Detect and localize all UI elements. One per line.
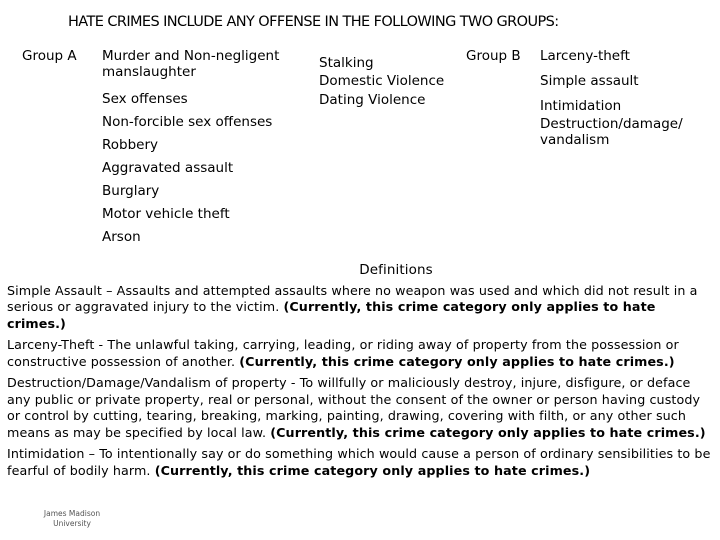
definition-note: (Currently, this crime category only applies to hate crimes.) xyxy=(154,462,591,478)
definition-paragraph xyxy=(7,375,715,441)
list-item: Stalking xyxy=(319,55,374,71)
footer-line: University xyxy=(53,519,91,528)
list-item: Burglary xyxy=(102,183,160,199)
footer-line: James Madison xyxy=(43,509,101,518)
page-title: HATE CRIMES INCLUDE ANY OFFENSE IN THE FOLLOWING TWO GROUPS: xyxy=(68,14,559,30)
list-item: Larceny-theft xyxy=(540,48,630,64)
definitions-section xyxy=(7,262,715,484)
definition-paragraph xyxy=(7,337,715,370)
list-item: Aggravated assault xyxy=(102,160,234,176)
definition-text: Simple Assault – Assaults and attempted assaults where no weapon was used and which did not result in a serious or aggravated injury to the victim. xyxy=(7,282,698,314)
university-footer xyxy=(40,509,104,529)
list-item: Motor vehicle theft xyxy=(102,206,230,222)
list-item: Intimidation xyxy=(540,98,622,114)
list-item: Dating Violence xyxy=(319,92,426,108)
group-b-label: Group B xyxy=(466,48,521,64)
list-item: Non-forcible sex offenses xyxy=(102,114,273,130)
definition-paragraph xyxy=(7,283,715,333)
definition-text: Larceny-Theft - The unlawful taking, carrying, leading, or riding away of property from the possession or constructive possession of another. xyxy=(7,337,679,369)
list-item: Destruction/damage/ vandalism xyxy=(540,116,683,148)
definition-note: (Currently, this crime category only applies to hate crimes.) xyxy=(270,424,706,440)
list-item: Arson xyxy=(102,229,141,245)
definition-note: (Currently, this crime category only applies to hate crimes.) xyxy=(239,353,675,369)
definition-note: (Currently, this crime category only applies to hate crimes.) xyxy=(7,299,656,331)
list-item: Sex offenses xyxy=(102,91,188,107)
definition-paragraph xyxy=(7,446,715,479)
definition-text: Destruction/Damage/Vandalism of property - To willfully or maliciously destroy, injure, disfigure, or deface any public or private property, real or personal, without the consent of the owner or person having custody or control by cutting, tearing, breaking, marking, painting, drawing, covering with filth, or any other such means as may be specified by local law. xyxy=(7,375,701,440)
group-a-label: Group A xyxy=(22,48,77,64)
list-item: Murder and Non-negligent manslaughter xyxy=(102,48,280,80)
list-item: Domestic Violence xyxy=(319,73,445,89)
list-item: Simple assault xyxy=(540,73,639,89)
definitions-heading: Definitions xyxy=(359,262,433,278)
definition-text: Intimidation – To intentionally say or do something which would cause a person of ordinary sensibilities to be fearful of bodily harm. xyxy=(7,446,711,478)
list-item: Robbery xyxy=(102,137,159,153)
